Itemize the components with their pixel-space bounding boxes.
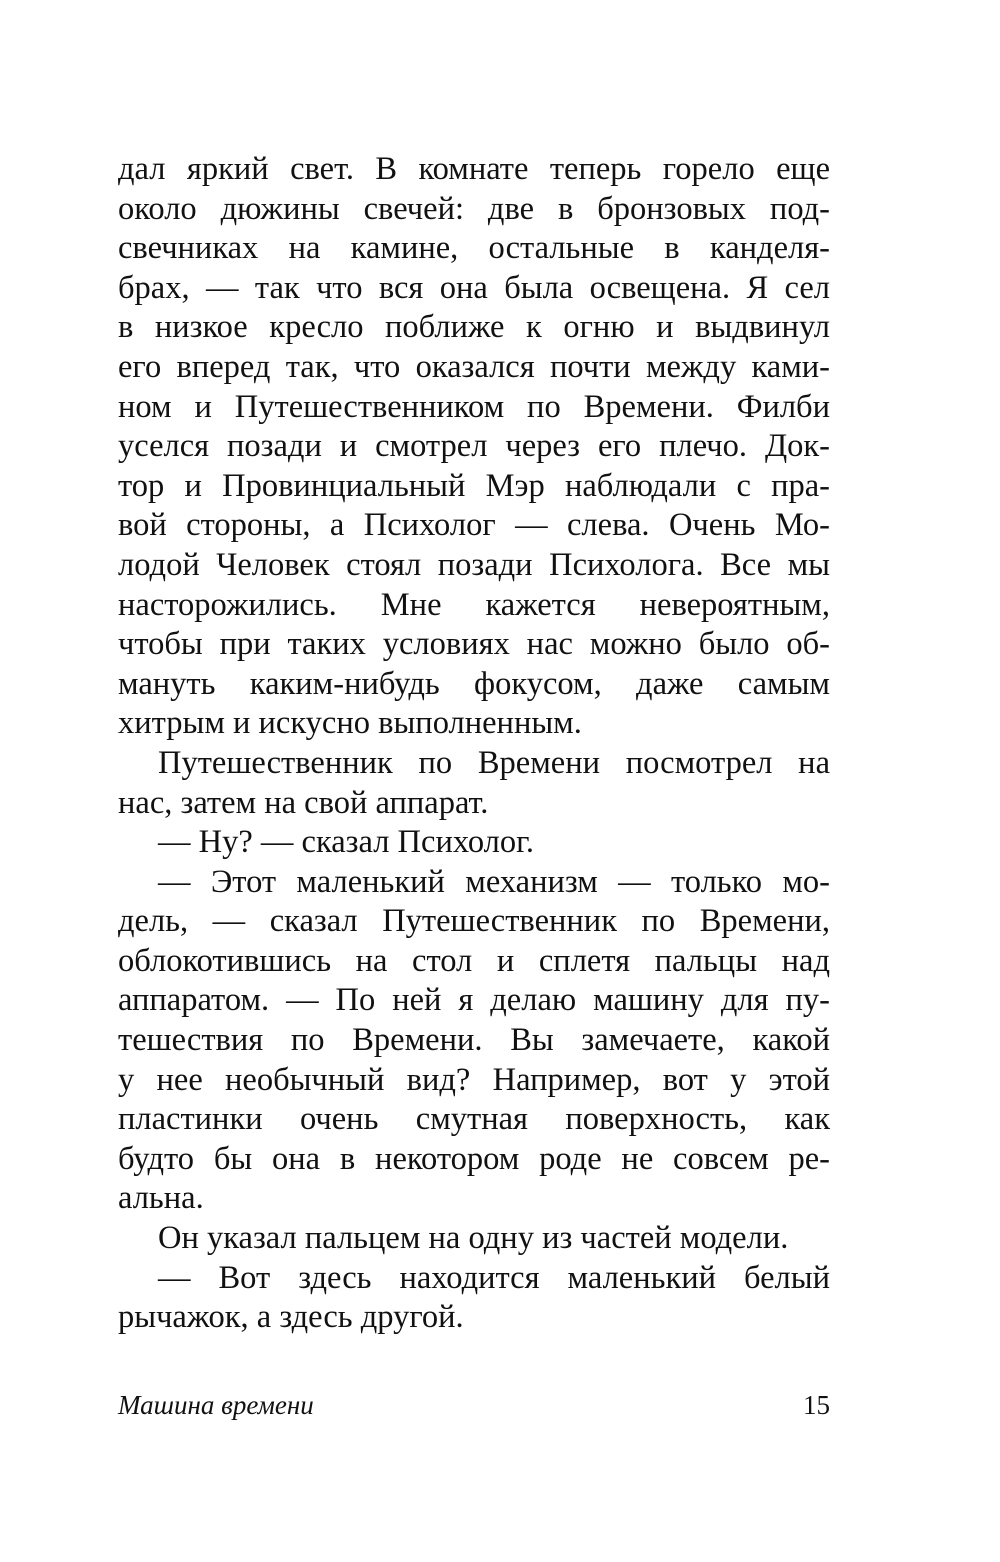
text-line: свечниках на камине, остальные в канделя- (118, 230, 830, 267)
page-footer (118, 1385, 830, 1425)
text-line: около дюжины свечей: две в бронзовых под- (118, 190, 830, 227)
text-line: — Ну? — сказал Психолог. (158, 824, 534, 861)
text-line: дал яркий свет. В комнате теперь горело еще (118, 151, 830, 187)
paragraph (118, 1219, 830, 1259)
text-line: его вперед так, что оказался почти между ками- (118, 348, 830, 385)
running-title: Машина времени (118, 1390, 314, 1420)
text-line: аппаратом. — По ней я делаю машину для пу- (118, 982, 830, 1019)
text-line: хитрым и искусно выполненным. (118, 705, 582, 742)
text-line: ном и Путешественником по Времени. Филби (118, 388, 830, 425)
text-line: Путешественник по Времени посмотрел на (158, 744, 830, 781)
text-line: облокотившись на стол и сплетя пальцы над (118, 942, 830, 979)
text-line: будто бы она в некотором роде не совсем ре- (118, 1140, 830, 1177)
page-body (118, 150, 830, 1338)
text-line: пластинки очень смутная поверхность, как (118, 1101, 830, 1138)
page-number: 15 (803, 1390, 830, 1420)
text-line: тешествия по Времени. Вы замечаете, какой (118, 1022, 830, 1059)
text-line: в низкое кресло поближе к огню и выдвинул (118, 309, 830, 346)
text-line: — Этот маленький механизм — только мо- (158, 863, 830, 900)
text-line: альна. (118, 1180, 204, 1217)
paragraph (118, 823, 830, 863)
text-line: вой стороны, а Психолог — слева. Очень Мо- (118, 507, 830, 544)
text-line: лодой Человек стоял позади Психолога. Все мы (118, 546, 830, 583)
text-line: нас, затем на свой аппарат. (118, 784, 489, 821)
paragraph (118, 744, 830, 823)
text-line: чтобы при таких условиях нас можно было об- (118, 626, 830, 663)
text-line: брах, — так что вся она была освещена. Я сел (118, 269, 830, 306)
text-line: Он указал пальцем на одну из частей модели. (158, 1220, 789, 1257)
text-line: тор и Провинциальный Мэр наблюдали с пра- (118, 467, 830, 504)
text-line: рычажок, а здесь другой. (118, 1299, 464, 1336)
text-line: дель, — сказал Путешественник по Времени, (118, 903, 830, 940)
text-line: у нее необычный вид? Например, вот у этой (118, 1061, 830, 1098)
text-line: — Вот здесь находится маленький белый (158, 1259, 830, 1296)
text-line: мануть каким-нибудь фокусом, даже самым (118, 665, 830, 702)
paragraph (118, 863, 830, 1219)
text-line: уселся позади и смотрел через его плечо. Док- (118, 428, 830, 465)
text-line: насторожились. Мне кажется невероятным, (118, 586, 830, 623)
paragraph (118, 150, 830, 744)
paragraph (118, 1259, 830, 1338)
